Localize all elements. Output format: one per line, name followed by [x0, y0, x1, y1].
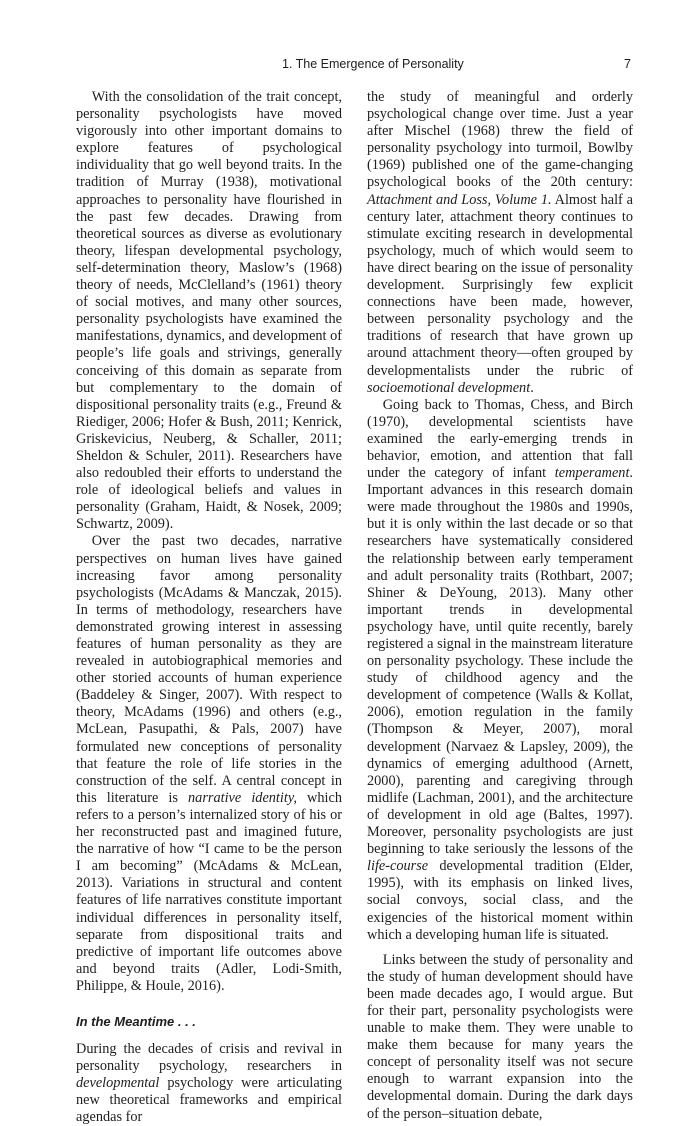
- paragraph: [367, 397, 633, 944]
- italic-term: temperament: [554, 465, 630, 482]
- text: Links between the study of personality and the study of human development should have been made decades ago, I would argue. But for their part, personality psychologists were unable to make them. They were unable to make them because for many years the concept of personality itself was not secure enough to warrant expansion into the developmental domain. During the dark days of the person–situation debate,: [367, 951, 633, 1122]
- italic-title: Attachment and Loss, Volume 1.: [367, 191, 552, 208]
- text: During the decades of crisis and revival in personality psychology, researchers in: [76, 1040, 342, 1075]
- left-column: [76, 89, 342, 1126]
- italic-term: socioemotional development: [367, 379, 531, 396]
- running-head: [0, 57, 700, 75]
- paragraph: [76, 533, 342, 995]
- running-title: 1. The Emergence of Personality: [282, 57, 464, 71]
- italic-term: life-course: [367, 858, 429, 875]
- page-number: 7: [624, 57, 631, 71]
- section-heading: In the Meantime . . .: [76, 1013, 196, 1029]
- text: With the consolidation of the trait concept, personality psychologists have moved vigorously into other important domains to explore features of psychological individuality that go well beyond traits. In the tradition of Murray (1938), motivational approaches to personality have flourished in the past few decades. Drawing from theoretical sources as diverse as evolutionary theory, lifespan developmental psychology, self-determination theory, Maslow’s (1968) theory of needs, McClelland’s (1961) theory of social motives, and many other sources, personality psychologists have examined the manifestations, dynamics, and development of people’s life goals and strivings, generally conceiving of this domain as separate from but complementary to the domain of dispositional personality traits (e.g., Freund & Riediger, 2006; Hofer & Bush, 2011; Kenrick, Griskevicius, Neuberg, & Schaller, 2011; Sheldon & Schuler, 2011). Researchers have also redoubled their efforts to understand the role of ideological beliefs and values in personality (Graham, Haidt, & Nosek, 2009; Schwartz, 2009).: [76, 89, 343, 533]
- text: the study of meaningful and orderly psychological change over time. Just a year after Mischel (1968) threw the field of personality psychology into turmoil, Bowlby (1969) published one of the game-changing psychological books of the 20th century:: [367, 89, 633, 191]
- text: which refers to a person’s internalized story of his or her reconstructed past and imagined future, the narrative of how “I came to be the person I am becoming” (McAdams & McLean, 2013). Variations in structural and content features of life narratives constitute important individual differences in personality itself, separate from dispositional traits and predictive of important life outcomes above and beyond traits (Adler, Lodi-Smith, Philippe, & Houle, 2016).: [76, 789, 343, 994]
- text: Almost half a century later, attachment theory continues to stimulate exciting research in developmental psychology, much of which would seem to have direct bearing on the issue of personality development. Surprisingly few explicit connections have been made, however, between personality psychology and the traditions of research that have grown up around attachment theory—often grouped by developmentalists under the rubric of: [367, 191, 634, 379]
- text: . Important advances in this research domain were made throughout the 1980s and 1990s, but it is only within the last decade or so that researchers have systematically considered the relationship between early temperament and adult personality traits (Rothbart, 2007; Shiner & DeYoung, 2013). Many other important trends in developmental psychology have, until quite recently, barely registered a signal in the mainstream literature on personality psychology. These include the study of childhood agency and the development of competence (Walls & Kollat, 2006), emotion regulation in the family (Thompson & Meyer, 2007), moral development (Narvaez & Lapsley, 2009), the dynamics of emerging adulthood (Arnett, 2000), parenting and caregiving through midlife (Lachman, 2001), and the architecture of development in old age (Baltes, 1997). Moreover, personality psychologists are just beginning to take seriously the lessons of the: [367, 465, 633, 858]
- paragraph: [76, 1041, 342, 1126]
- right-column: [367, 89, 633, 1123]
- text: developmental tradition (Elder, 1995), with its emphasis on linked lives, social convoys, social class, and the exigencies of the historical moment within which a developing human life is situated.: [367, 858, 633, 943]
- paragraph: [367, 89, 633, 397]
- text: .: [530, 379, 534, 396]
- text: psychology were articulating new theoretical frameworks and empirical agendas for: [76, 1075, 342, 1126]
- paragraph: [367, 952, 633, 1123]
- text: Going back to Thomas, Chess, and Birch (1970), developmental scientists have examined the early-emerging trends in behavior, emotion, and attention that fall under the category of infant: [367, 396, 633, 482]
- text: Over the past two decades, narrative perspectives on human lives have gained increasing favor among personality psychologists (McAdams & Manczak, 2015). In terms of methodology, researchers have demonstrated growing interest in assessing features of human personality as they are revealed in autobiographical memories and other storied accounts of human experience (Baddeley & Singer, 2007). With respect to theory, McAdams (1996) and others (e.g., McLean, Pasupathi, & Pals, 2007) have formulated new conceptions of personality that feature the role of life stories in the construction of the self. A central concept in this literature is: [76, 533, 342, 806]
- italic-term: developmental: [76, 1075, 160, 1092]
- paragraph: [76, 89, 342, 533]
- italic-term: narrative identity,: [188, 789, 297, 806]
